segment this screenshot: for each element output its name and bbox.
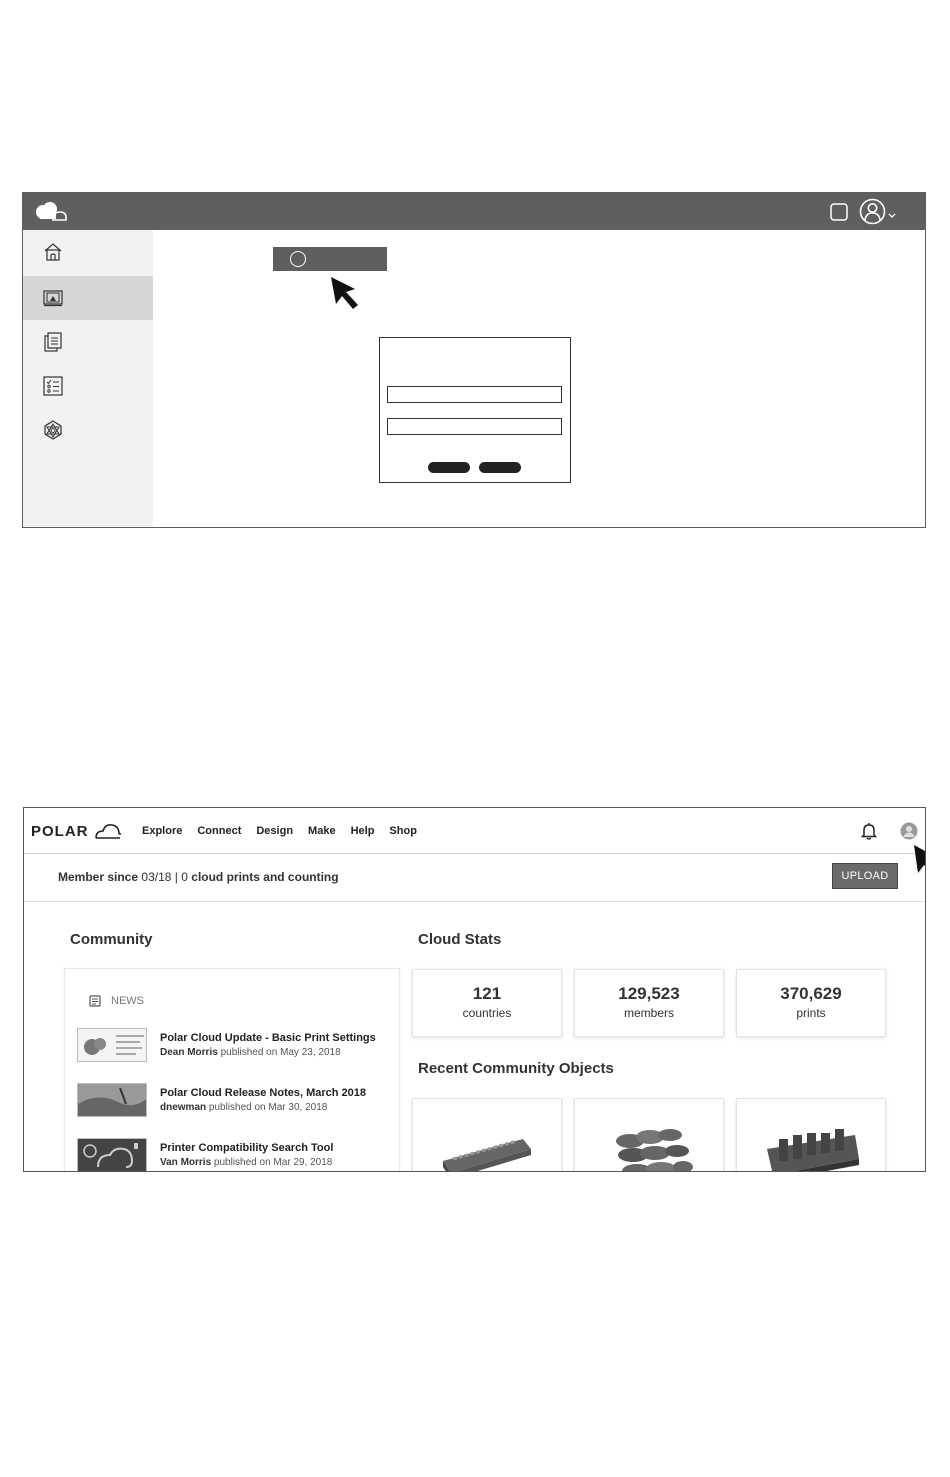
community-object-card[interactable] <box>412 1098 562 1172</box>
news-title[interactable]: Printer Compatibility Search Tool <box>160 1142 334 1154</box>
news-title[interactable]: Polar Cloud Release Notes, March 2018 <box>160 1087 367 1099</box>
cloud-stats-heading: Cloud Stats <box>418 931 502 948</box>
nav-shop[interactable]: Shop <box>389 825 417 837</box>
cursor-pointer-icon <box>329 275 361 316</box>
stat-label: prints <box>796 1006 826 1020</box>
stat-label: countries <box>462 1006 512 1020</box>
upload-button[interactable]: UPLOAD <box>832 863 898 889</box>
dialog-input-2[interactable] <box>387 418 562 435</box>
sidebar-item-files[interactable] <box>23 320 153 364</box>
news-item[interactable] <box>77 1138 397 1172</box>
news-item[interactable] <box>77 1028 397 1066</box>
main-menu <box>142 825 432 837</box>
news-item[interactable] <box>77 1083 397 1121</box>
stat-value: 129,523 <box>618 984 680 1003</box>
dialog-input-1[interactable] <box>387 386 562 403</box>
polar-cloud-window <box>23 807 926 1172</box>
news-header <box>89 995 144 1007</box>
sidebar-item-home[interactable] <box>23 230 153 274</box>
news-title[interactable]: Polar Cloud Update - Basic Print Settings <box>160 1032 376 1044</box>
news-card <box>64 968 400 1172</box>
news-author: Van Morris <box>160 1157 212 1168</box>
nav-explore[interactable]: Explore <box>142 825 183 837</box>
shape-icon <box>43 420 63 440</box>
checklist-icon <box>43 376 63 396</box>
nav-help[interactable]: Help <box>350 825 375 837</box>
news-thumbnail[interactable] <box>77 1138 147 1172</box>
files-icon <box>43 332 63 352</box>
news-meta <box>160 1047 341 1058</box>
print-button[interactable] <box>273 247 387 271</box>
home-icon <box>43 242 63 262</box>
community-object-card[interactable] <box>736 1098 886 1172</box>
circle-icon <box>290 251 306 267</box>
sidebar-item-jobs[interactable] <box>23 364 153 408</box>
printer-icon <box>43 289 63 307</box>
stat-value: 121 <box>472 984 502 1003</box>
avatar[interactable] <box>900 822 918 845</box>
news-date: published on Mar 30, 2018 <box>208 1102 328 1113</box>
cloud-logo-icon[interactable] <box>35 201 69 228</box>
news-thumbnail[interactable] <box>77 1028 147 1062</box>
newspaper-icon <box>89 995 101 1007</box>
news-label: NEWS <box>111 995 144 1007</box>
member-since-label: Member since <box>58 870 139 884</box>
stat-card-countries <box>412 969 562 1037</box>
sidebar-item-printers[interactable] <box>23 276 153 320</box>
news-meta <box>160 1157 332 1168</box>
news-date: published on Mar 29, 2018 <box>213 1157 333 1168</box>
schematic-app-window <box>22 192 926 528</box>
app-topbar <box>23 193 925 230</box>
member-since-date: 03/18 <box>141 870 172 884</box>
brand-name: POLAR <box>31 822 89 840</box>
cloud-icon <box>94 822 122 840</box>
nav-make[interactable]: Make <box>308 825 336 837</box>
member-bar <box>24 853 925 902</box>
nav-connect[interactable]: Connect <box>197 825 242 837</box>
dialog-button-2[interactable] <box>479 462 521 473</box>
news-author: dnewman <box>160 1102 207 1113</box>
chevron-down-icon[interactable] <box>888 206 896 224</box>
brand-logo[interactable] <box>31 822 122 840</box>
user-circle-icon[interactable] <box>859 198 886 230</box>
stat-label: members <box>623 1006 674 1020</box>
news-meta <box>160 1102 327 1113</box>
community-object-card[interactable] <box>574 1098 724 1172</box>
news-author: Dean Morris <box>160 1047 218 1058</box>
prints-count: 0 <box>181 870 188 884</box>
separator: | <box>174 870 178 884</box>
stat-card-prints <box>736 969 886 1037</box>
sidebar-item-design[interactable] <box>23 408 153 452</box>
news-thumbnail[interactable] <box>77 1083 147 1117</box>
news-date: published on May 23, 2018 <box>220 1047 341 1058</box>
stat-value: 370,629 <box>780 984 842 1003</box>
prints-label: cloud prints and counting <box>191 870 339 884</box>
bell-icon[interactable] <box>861 822 877 845</box>
top-nav <box>24 808 925 854</box>
dialog-button-1[interactable] <box>428 462 470 473</box>
stat-card-members <box>574 969 724 1037</box>
nav-design[interactable]: Design <box>256 825 294 837</box>
recent-objects-heading: Recent Community Objects <box>418 1060 614 1077</box>
member-summary <box>58 870 339 884</box>
sidebar <box>23 230 153 527</box>
community-heading: Community <box>70 931 153 948</box>
dialog-box <box>379 337 571 483</box>
square-icon[interactable] <box>830 203 848 226</box>
